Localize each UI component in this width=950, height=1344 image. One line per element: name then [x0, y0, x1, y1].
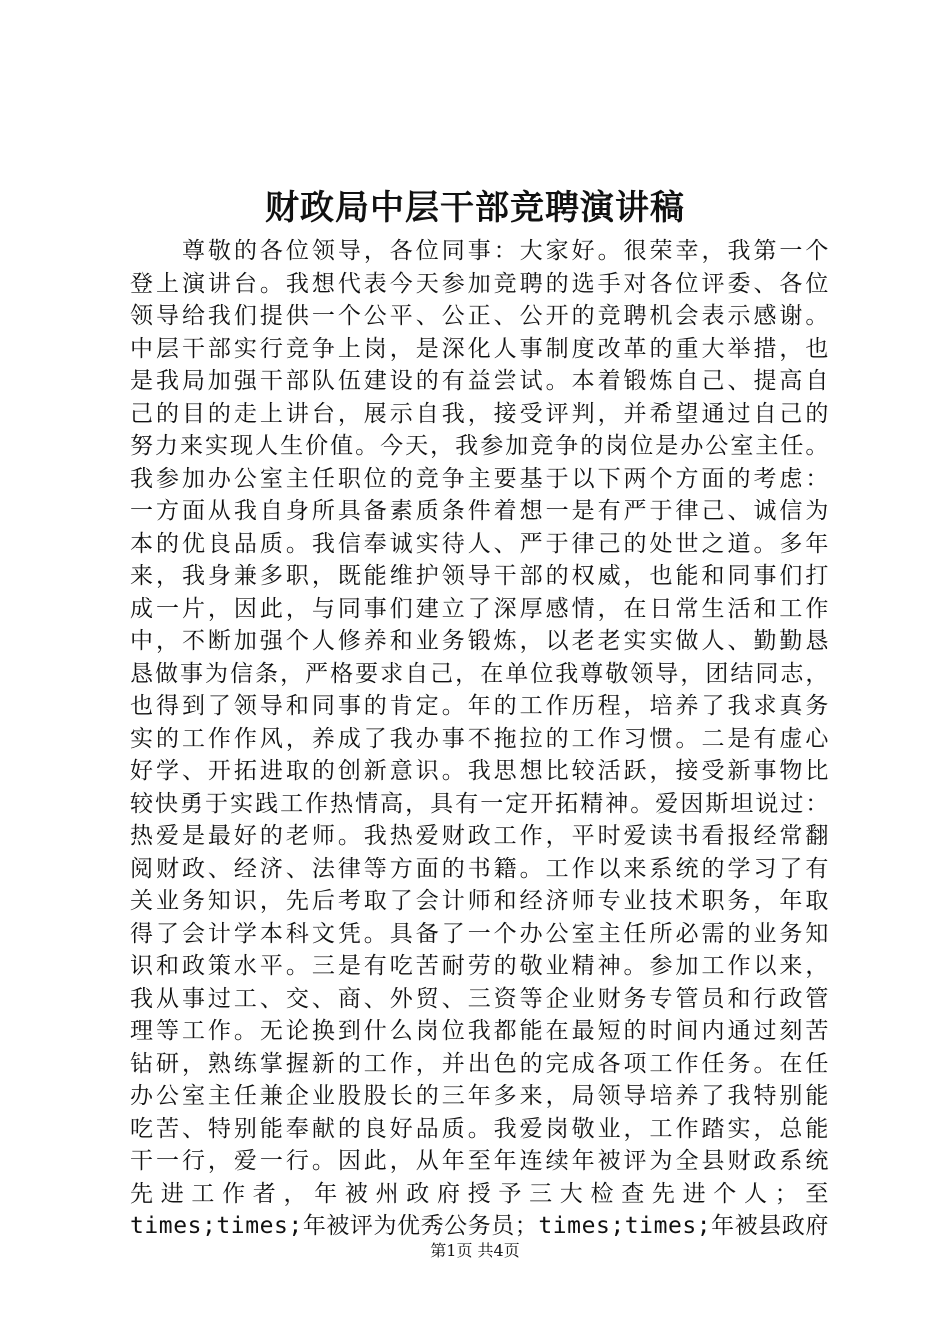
- text-line: 我参加办公室主任职位的竞争主要基于以下两个方面的考虑：: [130, 465, 832, 492]
- text-line: 识和政策水平。三是有吃苦耐劳的敬业精神。参加工作以来，: [130, 953, 832, 979]
- text-line: 我从事过工、交、商、外贸、三资等企业财务专管员和行政管: [130, 985, 832, 1012]
- text-line: 领导给我们提供一个公平、公正、公开的竞聘机会表示感谢。: [130, 303, 832, 329]
- page-footer: 第1页 共4页: [430, 1241, 520, 1260]
- text-line: 中层干部实行竞争上岗，是深化人事制度改革的重大举措，也: [130, 335, 832, 362]
- text-line: 登上演讲台。我想代表今天参加竞聘的选手对各位评委、各位: [130, 270, 832, 297]
- text-line: 来，我身兼多职，既能维护领导干部的权威，也能和同事们打: [130, 563, 832, 589]
- text-line: 阅财政、经济、法律等方面的书籍。工作以来系统的学习了有: [130, 855, 832, 882]
- document-body: [130, 235, 837, 1243]
- text-line: 中，不断加强个人修养和业务锻炼，以老老实实做人、勤勤恳: [130, 628, 832, 654]
- text-line: 实的工作作风，养成了我办事不拖拉的工作习惯。二是有虚心: [130, 725, 832, 752]
- text-line: 办公室主任兼企业股股长的三年多来，局领导培养了我特别能: [130, 1083, 832, 1109]
- text-line: times;times;年被评为优秀公务员；times;times;年被县政府: [130, 1213, 829, 1239]
- text-line: 是我局加强干部队伍建设的有益尝试。本着锻炼自己、提高自: [130, 368, 832, 394]
- text-line: 较快勇于实践工作热情高，具有一定开拓精神。爱因斯坦说过：: [130, 790, 831, 817]
- text-line: 先进工作者，年被州政府授予三大检查先进个人；至: [130, 1180, 837, 1207]
- text-line: 关业务知识，先后考取了会计师和经济师专业技术职务，年取: [130, 888, 832, 914]
- text-line: 干一行，爱一行。因此，从年至年连续年被评为全县财政系统: [130, 1148, 832, 1174]
- text-line: 好学、开拓进取的创新意识。我思想比较活跃，接受新事物比: [130, 758, 832, 784]
- text-line: 己的目的走上讲台，展示自我，接受评判，并希望通过自己的: [130, 400, 832, 427]
- text-line: 理等工作。无论换到什么岗位我都能在最短的时间内通过刻苦: [130, 1018, 832, 1044]
- text-line: 努力来实现人生价值。今天，我参加竞争的岗位是办公室主任。: [130, 433, 831, 459]
- text-line: 一方面从我自身所具备素质条件着想一是有严于律己、诚信为: [130, 498, 832, 524]
- document-title: 财政局中层干部竞聘演讲稿: [265, 188, 685, 228]
- text-line: 热爱是最好的老师。我热爱财政工作，平时爱读书看报经常翻: [130, 823, 832, 849]
- text-line: 也得到了领导和同事的肯定。年的工作历程，培养了我求真务: [130, 693, 832, 719]
- text-line: 成一片，因此，与同事们建立了深厚感情，在日常生活和工作: [130, 595, 832, 622]
- text-line: 恳做事为信条，严格要求自己，在单位我尊敬领导，团结同志，: [130, 660, 831, 687]
- text-line: 钻研，熟练掌握新的工作，并出色的完成各项工作任务。在任: [130, 1050, 832, 1077]
- text-line: 吃苦、特别能奉献的良好品质。我爱岗敬业，工作踏实，总能: [130, 1115, 832, 1142]
- text-line: 尊敬的各位领导，各位同事：大家好。很荣幸，我第一个: [182, 238, 832, 264]
- text-line: 得了会计学本科文凭。具备了一个办公室主任所必需的业务知: [130, 920, 832, 947]
- text-line: 本的优良品质。我信奉诚实待人、严于律己的处世之道。多年: [130, 530, 832, 557]
